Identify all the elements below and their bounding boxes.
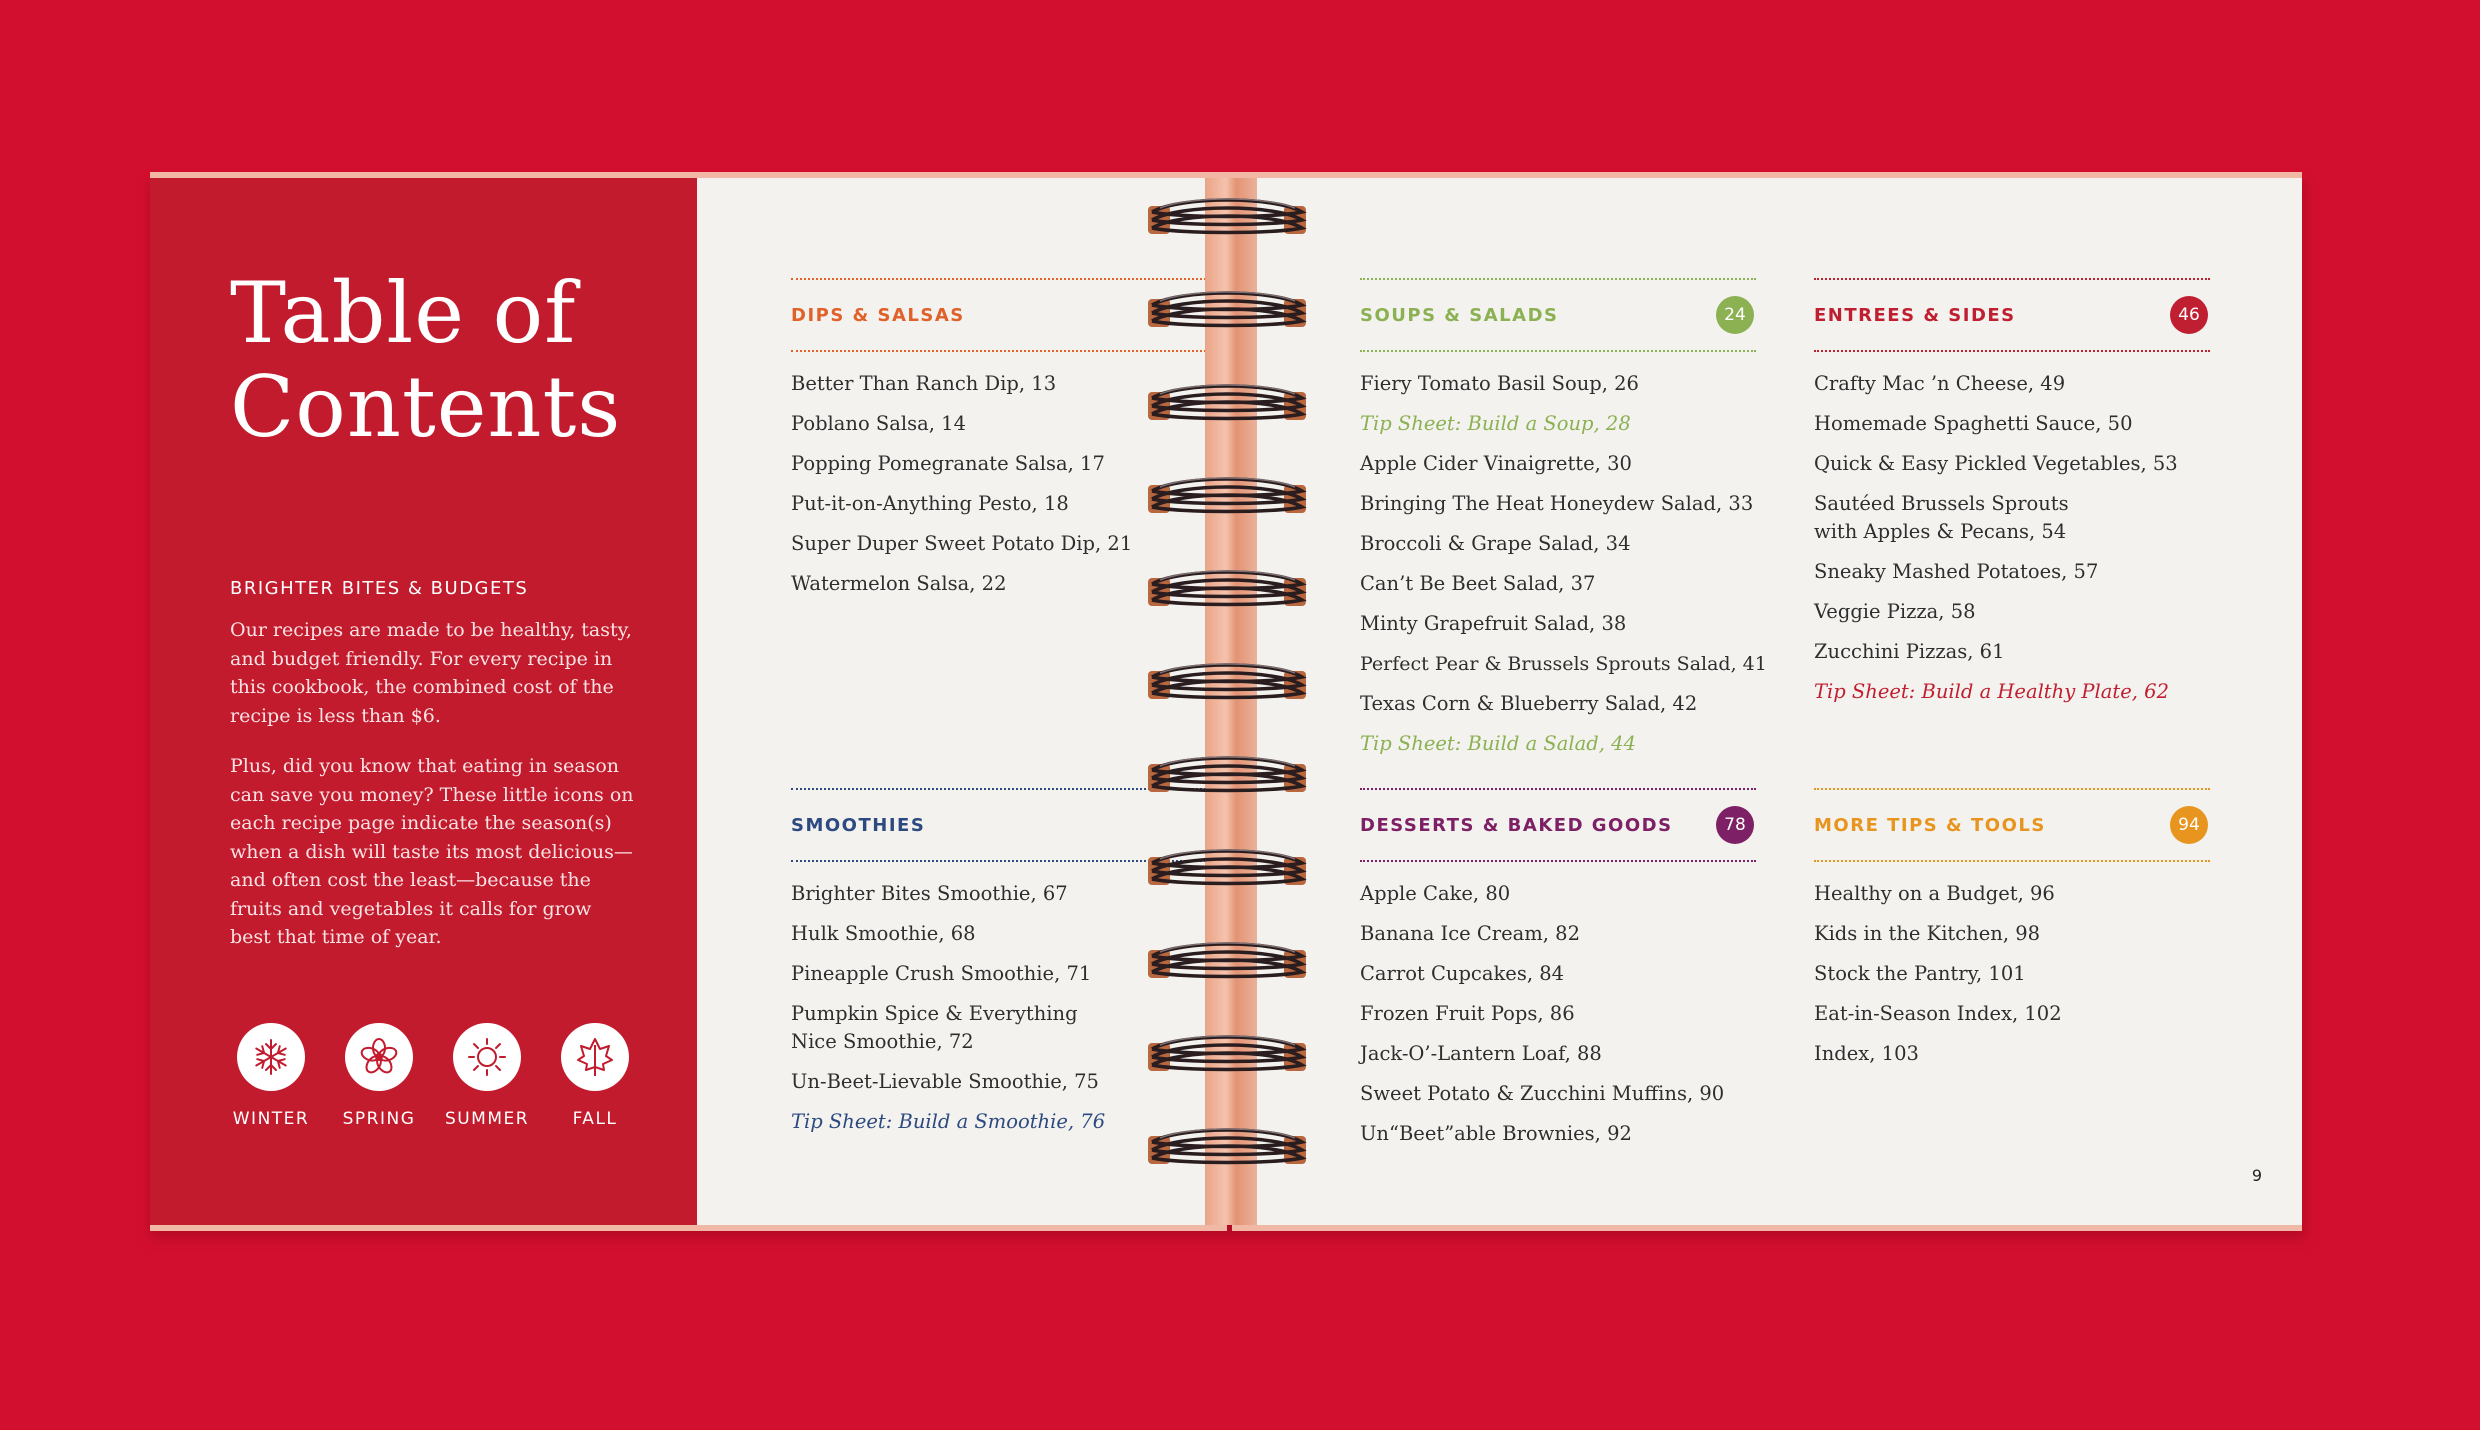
list-item: Pineapple Crush Smoothie, 71: [791, 962, 1092, 985]
list-item: Jack-O’-Lantern Loaf, 88: [1360, 1042, 1602, 1065]
list-item: Kids in the Kitchen, 98: [1814, 922, 2041, 945]
season-label: SPRING: [342, 1109, 416, 1129]
section-soups-salads: [1360, 278, 1767, 770]
title-line-1: Table of: [230, 264, 577, 362]
page-number: 9: [2251, 1166, 2262, 1185]
section-desserts: [1360, 788, 1756, 1160]
list-item: Crafty Mac ’n Cheese, 49: [1814, 372, 2066, 395]
season-fall: [545, 1023, 645, 1129]
sun-icon: [465, 1035, 509, 1079]
list-item: Can’t Be Beet Salad, 37: [1360, 572, 1596, 595]
spiral-coil: [1148, 1129, 1306, 1164]
list-item: Un“Beet”able Brownies, 92: [1360, 1122, 1632, 1145]
recipe-list: [1814, 370, 2210, 706]
list-item: Index, 103: [1814, 1042, 1919, 1065]
flower-icon: [357, 1035, 401, 1079]
page-badge: 94: [2170, 806, 2208, 844]
spiral-coil: [1148, 478, 1306, 513]
list-item: Minty Grapefruit Salad, 38: [1360, 612, 1627, 635]
list-item: Homemade Spaghetti Sauce, 50: [1814, 412, 2133, 435]
section-title: ENTREES & SIDES: [1814, 305, 2016, 326]
list-item: Eat-in-Season Index, 102: [1814, 1002, 2062, 1025]
list-item: Stock the Pantry, 101: [1814, 962, 2026, 985]
leaf-icon: [573, 1035, 617, 1079]
section-title: SMOOTHIES: [791, 815, 926, 836]
section-title: DESSERTS & BAKED GOODS: [1360, 815, 1673, 836]
snowflake-icon: [249, 1035, 293, 1079]
right-page: [1232, 178, 2302, 1231]
tip-sheet-item: Tip Sheet: Build a Healthy Plate, 62: [1814, 680, 2169, 703]
spiral-coil: [1148, 1036, 1306, 1071]
season-label: SUMMER: [444, 1109, 530, 1129]
page-title: [230, 266, 621, 454]
page-badge: 24: [1716, 296, 1754, 334]
intro-paragraph-1: Our recipes are made to be healthy, tasty, and budget friendly. For every recipe in this cookbook, the combined cost of the recipe is less than $6.: [230, 619, 632, 727]
list-item: Broccoli & Grape Salad, 34: [1360, 532, 1631, 555]
list-item: Un-Beet-Lievable Smoothie, 75: [791, 1070, 1099, 1093]
list-item: Super Duper Sweet Potato Dip, 21: [791, 532, 1133, 555]
section-more-tips: [1814, 788, 2210, 1080]
section-entrees-sides: [1814, 278, 2210, 718]
list-item: Poblano Salsa, 14: [791, 412, 966, 435]
left-page: [150, 178, 1227, 1231]
list-item: Brighter Bites Smoothie, 67: [791, 882, 1068, 905]
spiral-coil: [1148, 664, 1306, 699]
list-item: Watermelon Salsa, 22: [791, 572, 1007, 595]
section-header: [1814, 788, 2210, 862]
spiral-coil: [1148, 757, 1306, 792]
list-item: Perfect Pear & Brussels Sprouts Salad, 41: [1360, 653, 1767, 675]
tip-sheet-item: Tip Sheet: Build a Salad, 44: [1360, 732, 1636, 755]
list-item: Sweet Potato & Zucchini Muffins, 90: [1360, 1082, 1725, 1105]
section-title: SOUPS & SALADS: [1360, 305, 1559, 326]
season-summer: [437, 1023, 537, 1129]
list-item: Hulk Smoothie, 68: [791, 922, 976, 945]
spiral-coil: [1148, 850, 1306, 885]
tip-sheet-item: Tip Sheet: Build a Soup, 28: [1360, 412, 1631, 435]
list-item: Sneaky Mashed Potatoes, 57: [1814, 560, 2099, 583]
list-item: Zucchini Pizzas, 61: [1814, 640, 2005, 663]
spiral-coil: [1148, 943, 1306, 978]
recipe-list: [1814, 880, 2210, 1068]
page-badge: 46: [2170, 296, 2208, 334]
season-label: FALL: [572, 1109, 618, 1129]
list-item: Apple Cider Vinaigrette, 30: [1360, 452, 1632, 475]
list-item: Banana Ice Cream, 82: [1360, 922, 1580, 945]
intro-heading: BRIGHTER BITES & BUDGETS: [230, 578, 529, 599]
section-header: [1360, 788, 1756, 862]
intro-panel: [150, 178, 697, 1225]
spiral-coil: [1148, 385, 1306, 420]
section-title: MORE TIPS & TOOLS: [1814, 815, 2046, 836]
list-item: Healthy on a Budget, 96: [1814, 882, 2055, 905]
spiral-coil: [1148, 292, 1306, 327]
intro-paragraph-2: Plus, did you know that eating in season can save you money? These little icons on each recipe page indicate the season(s) when a dish will taste its most delicious—and often cost the least—because the fruits and vegetables it calls for grow best that time of year.: [230, 755, 634, 948]
title-line-2: Contents: [230, 358, 622, 456]
season-label: WINTER: [232, 1109, 310, 1129]
list-item: Veggie Pizza, 58: [1814, 600, 1976, 623]
list-item: Quick & Easy Pickled Vegetables, 53: [1814, 452, 2178, 475]
section-title: DIPS & SALSAS: [791, 305, 965, 326]
section-header: [1360, 278, 1756, 352]
recipe-list: [1360, 370, 1767, 758]
list-item: Frozen Fruit Pops, 86: [1360, 1002, 1575, 1025]
list-item: Carrot Cupcakes, 84: [1360, 962, 1565, 985]
list-item: Put-it-on-Anything Pesto, 18: [791, 492, 1069, 515]
spiral-coil: [1148, 571, 1306, 606]
list-item: Pumpkin Spice & Everything Nice Smoothie, 72: [791, 1002, 1078, 1053]
list-item: Popping Pomegranate Salsa, 17: [791, 452, 1105, 475]
page-badge: 78: [1716, 806, 1754, 844]
list-item: Apple Cake, 80: [1360, 882, 1511, 905]
season-winter: [221, 1023, 321, 1129]
list-item: Better Than Ranch Dip, 13: [791, 372, 1057, 395]
spiral-coil: [1148, 199, 1306, 234]
list-item: Sautéed Brussels Sprouts with Apples & Pecans, 54: [1814, 492, 2069, 543]
season-spring: [329, 1023, 429, 1129]
recipe-list: [1360, 880, 1756, 1148]
list-item: Bringing The Heat Honeydew Salad, 33: [1360, 492, 1754, 515]
spiral-binding: [1140, 180, 1315, 1220]
section-header: [1814, 278, 2210, 352]
list-item: Texas Corn & Blueberry Salad, 42: [1360, 692, 1698, 715]
list-item: Fiery Tomato Basil Soup, 26: [1360, 372, 1639, 395]
tip-sheet-item: Tip Sheet: Build a Smoothie, 76: [791, 1110, 1106, 1133]
